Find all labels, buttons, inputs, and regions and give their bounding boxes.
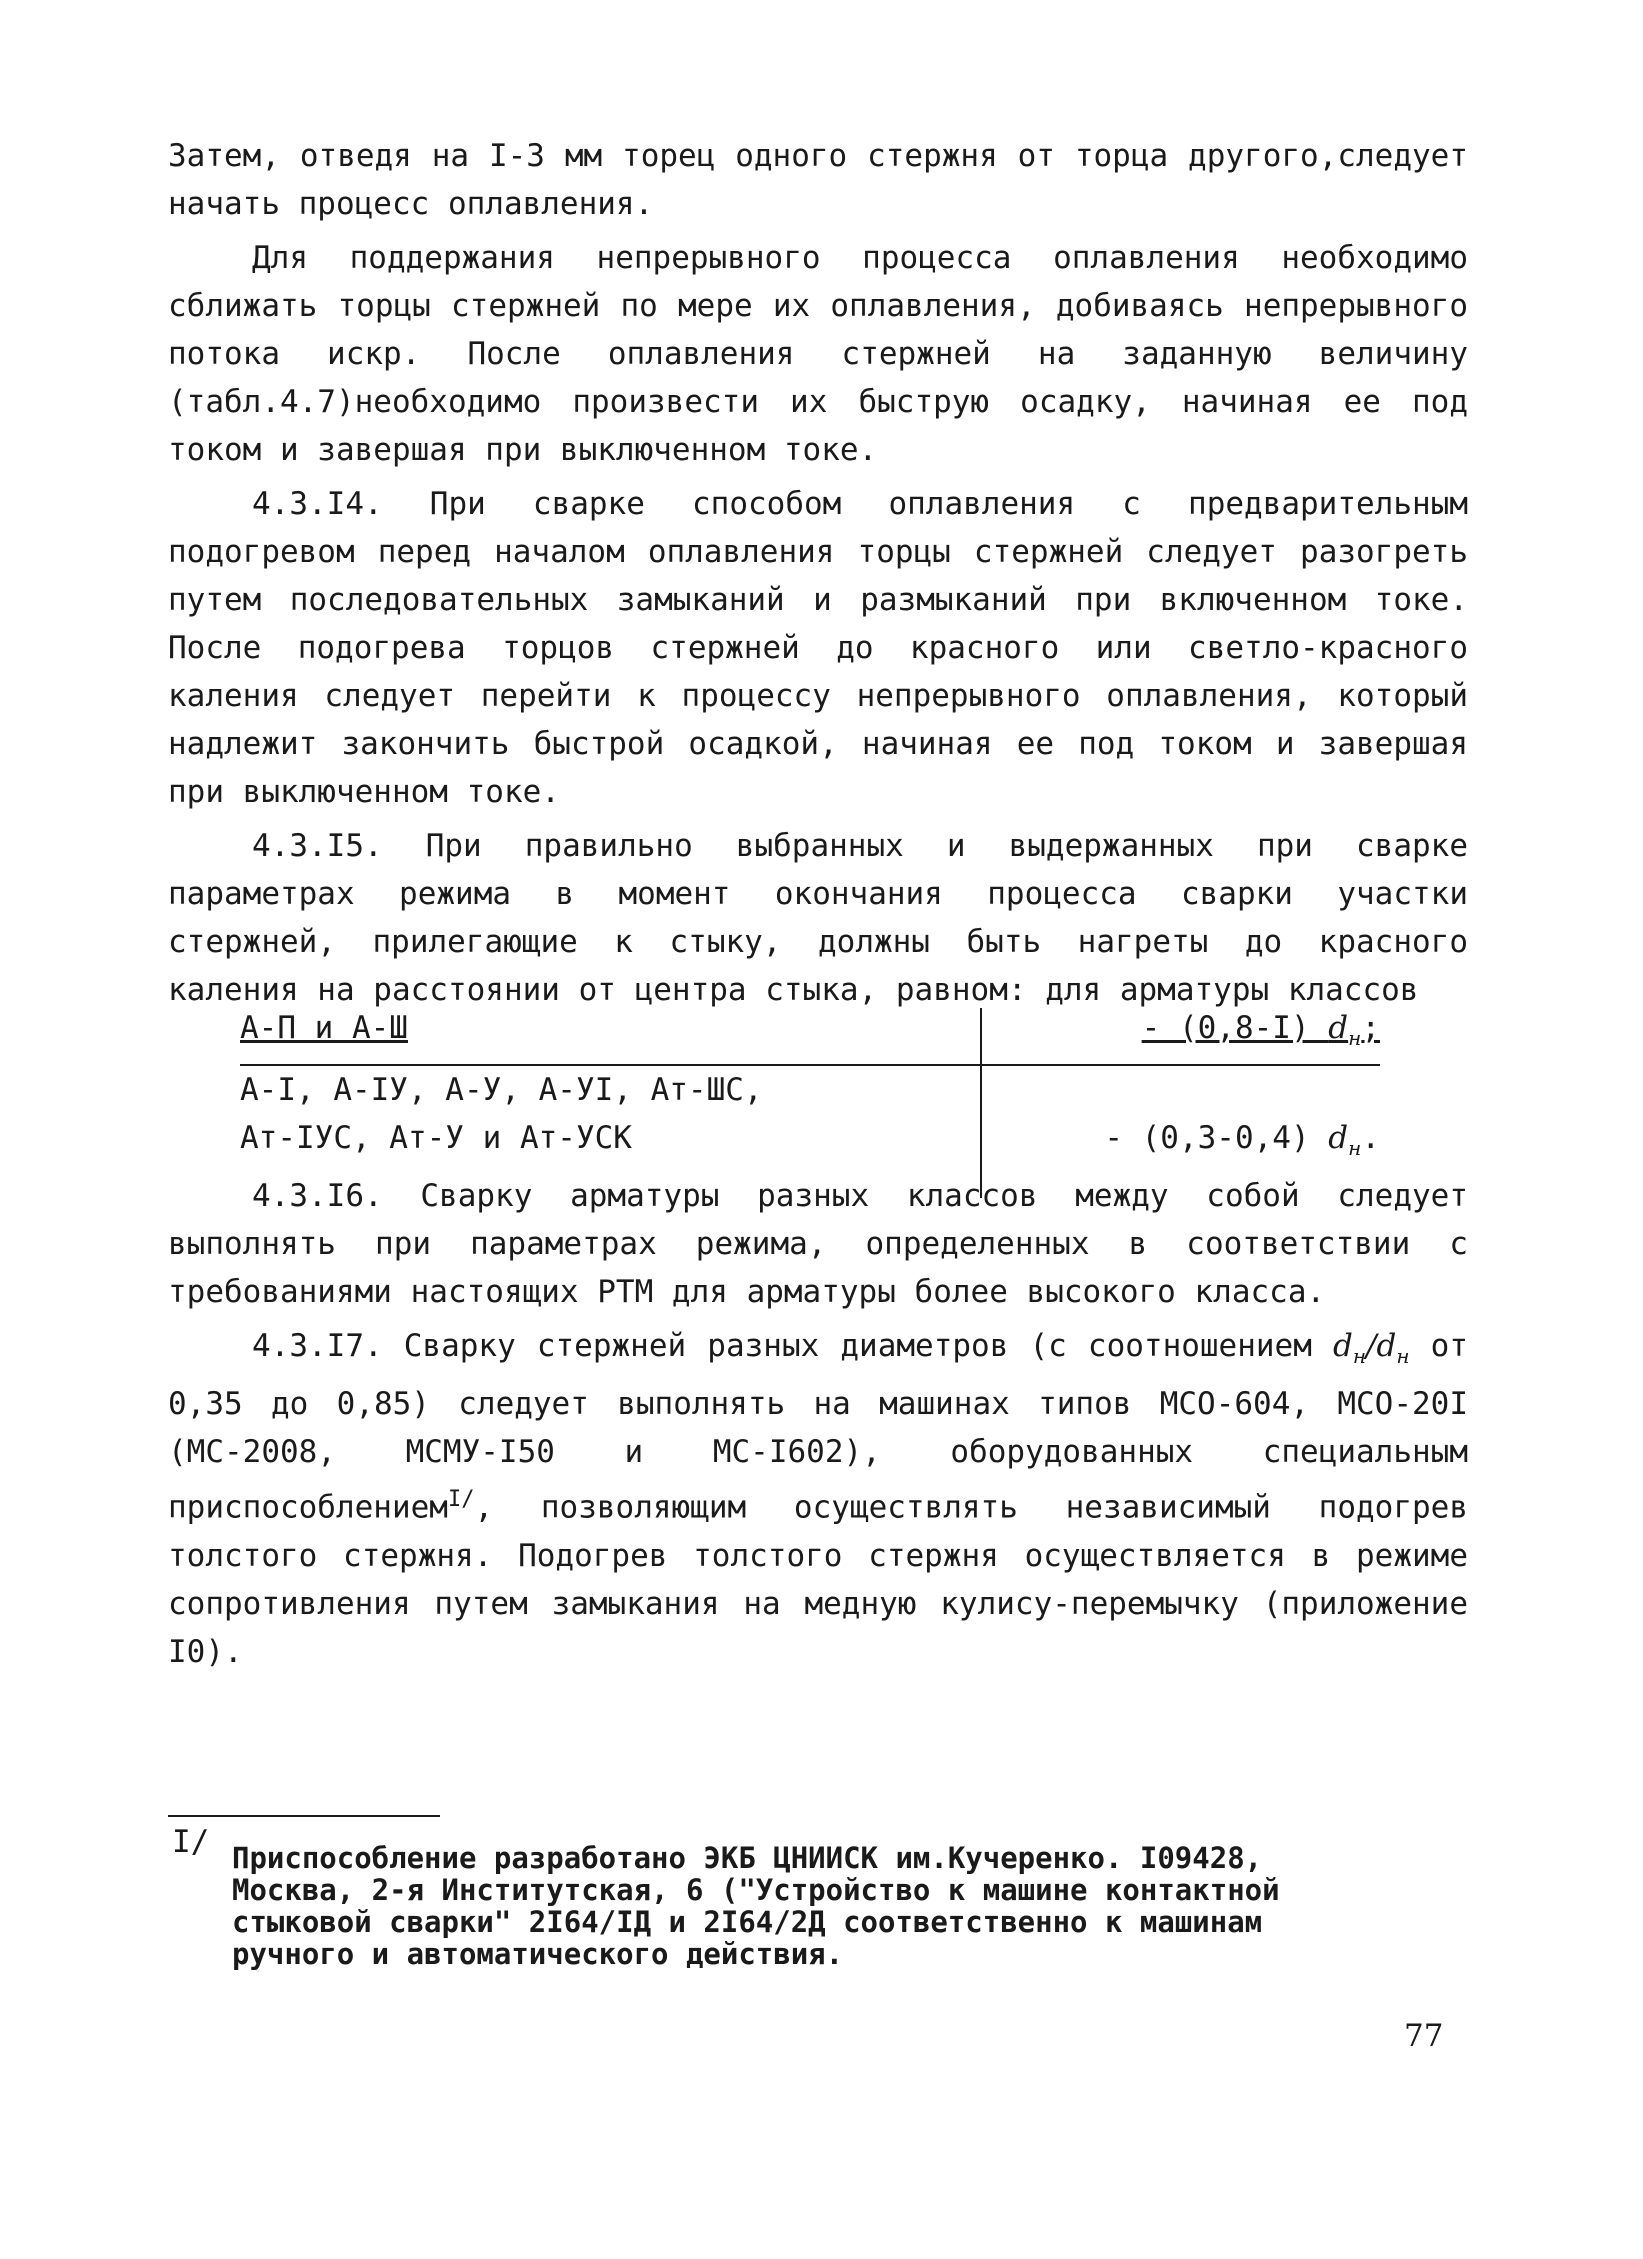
class-value bbox=[980, 1004, 1380, 1062]
class-row bbox=[240, 1004, 1380, 1066]
value-suffix: . bbox=[1361, 1120, 1380, 1157]
paragraph-4-3-17: 4.3.I7. Сварку стержней разных диаметров (с соотношением $d_н/d_н$ от 0,35 до 0,85) следует выполнять на машинах типов МСО-604, МСО-20I (МС-2008, МСМУ-I50 и МС-I602), оборудованных специальным приспособлением$^{I/}$, позволяющим осуществлять независимый подогрев толстого стержня. Подогрев толстого стержня осуществляется в режиме сопротивления путем замыкания на медную кулису-перемычку (приложение I0). bbox=[168, 1328, 1468, 1670]
class-names-line: А-I, А-IУ, А-У, А-УI, Ат-ШС, bbox=[240, 1072, 763, 1109]
table-divider bbox=[980, 1008, 982, 1198]
value-range: - (0,8-I) bbox=[1141, 1010, 1329, 1046]
page-number: 77 bbox=[1404, 2018, 1444, 2054]
body-text-lower bbox=[168, 1172, 1468, 1682]
diameter-symbol: $d_н$ bbox=[1328, 1120, 1362, 1161]
paragraph-2: Для поддержания непрерывного процесса оплавления необходимо сближать торцы стержней по мере их оплавления, добиваясь непрерывного потока искр. После оплавления стержней на заданную величину (табл.4.7)необходимо произвести их быструю осадку, начиная ее под током и завершая при выключенном токе. bbox=[168, 240, 1468, 468]
footnote-mark: I/ bbox=[172, 1824, 210, 1860]
body-text bbox=[168, 132, 1468, 1020]
class-names bbox=[240, 1066, 980, 1172]
value-range: - (0,3-0,4) bbox=[1104, 1120, 1329, 1157]
class-names-line: Ат-IУС, Ат-У и Ат-УСК bbox=[240, 1120, 632, 1157]
class-row bbox=[240, 1066, 1380, 1172]
class-table bbox=[240, 1004, 1380, 1172]
diameter-ratio: $d_н/d_н$ bbox=[1333, 1328, 1410, 1369]
footnote-text: Приспособление разработано ЭКБ ЦНИИСК им.Кучеренко. I09428, Москва, 2-я Институтская, 6 ("Устройство к машине контактной стыковой сварки" 2I64/IД и 2I64/2Д соответственно к машинам ручного и автоматического действия. bbox=[232, 1841, 1280, 1971]
paragraph-1: Затем, отведя на I-3 мм торец одного стержня от торца другого,следует начать процесс оплавления. bbox=[168, 138, 1468, 222]
value-suffix: ; bbox=[1361, 1010, 1380, 1046]
paragraph-4-3-16: 4.3.I6. Сварку арматуры разных классов между собой следует выполнять при параметрах режима, определенных в соответствии с требованиями настоящих РТМ для арматуры более высокого класса. bbox=[168, 1178, 1468, 1310]
class-value bbox=[980, 1066, 1380, 1172]
class-names: А-П и А-Ш bbox=[240, 1010, 408, 1046]
paragraph-4-3-14: 4.3.I4. При сварке способом оплавления с предварительным подогревом перед началом оплавления торцы стержней следует разогреть путем последовательных замыканий и размыканий при включенном токе. После подогрева торцов стержней до красного или светло-красного каления следует перейти к процессу непрерывного оплавления, который надлежит закончить быстрой осадкой, начиная ее под током и завершая при выключенном токе. bbox=[168, 486, 1468, 810]
paragraph-4-3-15: 4.3.I5. При правильно выбранных и выдержанных при сварке параметрах режима в момент окончания процесса сварки участки стержней, прилегающие к стыку, должны быть нагреты до красного каления на расстоянии от центра стыка, равном: для арматуры классов bbox=[168, 828, 1468, 1008]
diameter-symbol: $d_н$ bbox=[1328, 1010, 1362, 1051]
footnote-reference: I/ bbox=[447, 1487, 475, 1513]
footnote-divider bbox=[168, 1815, 440, 1817]
